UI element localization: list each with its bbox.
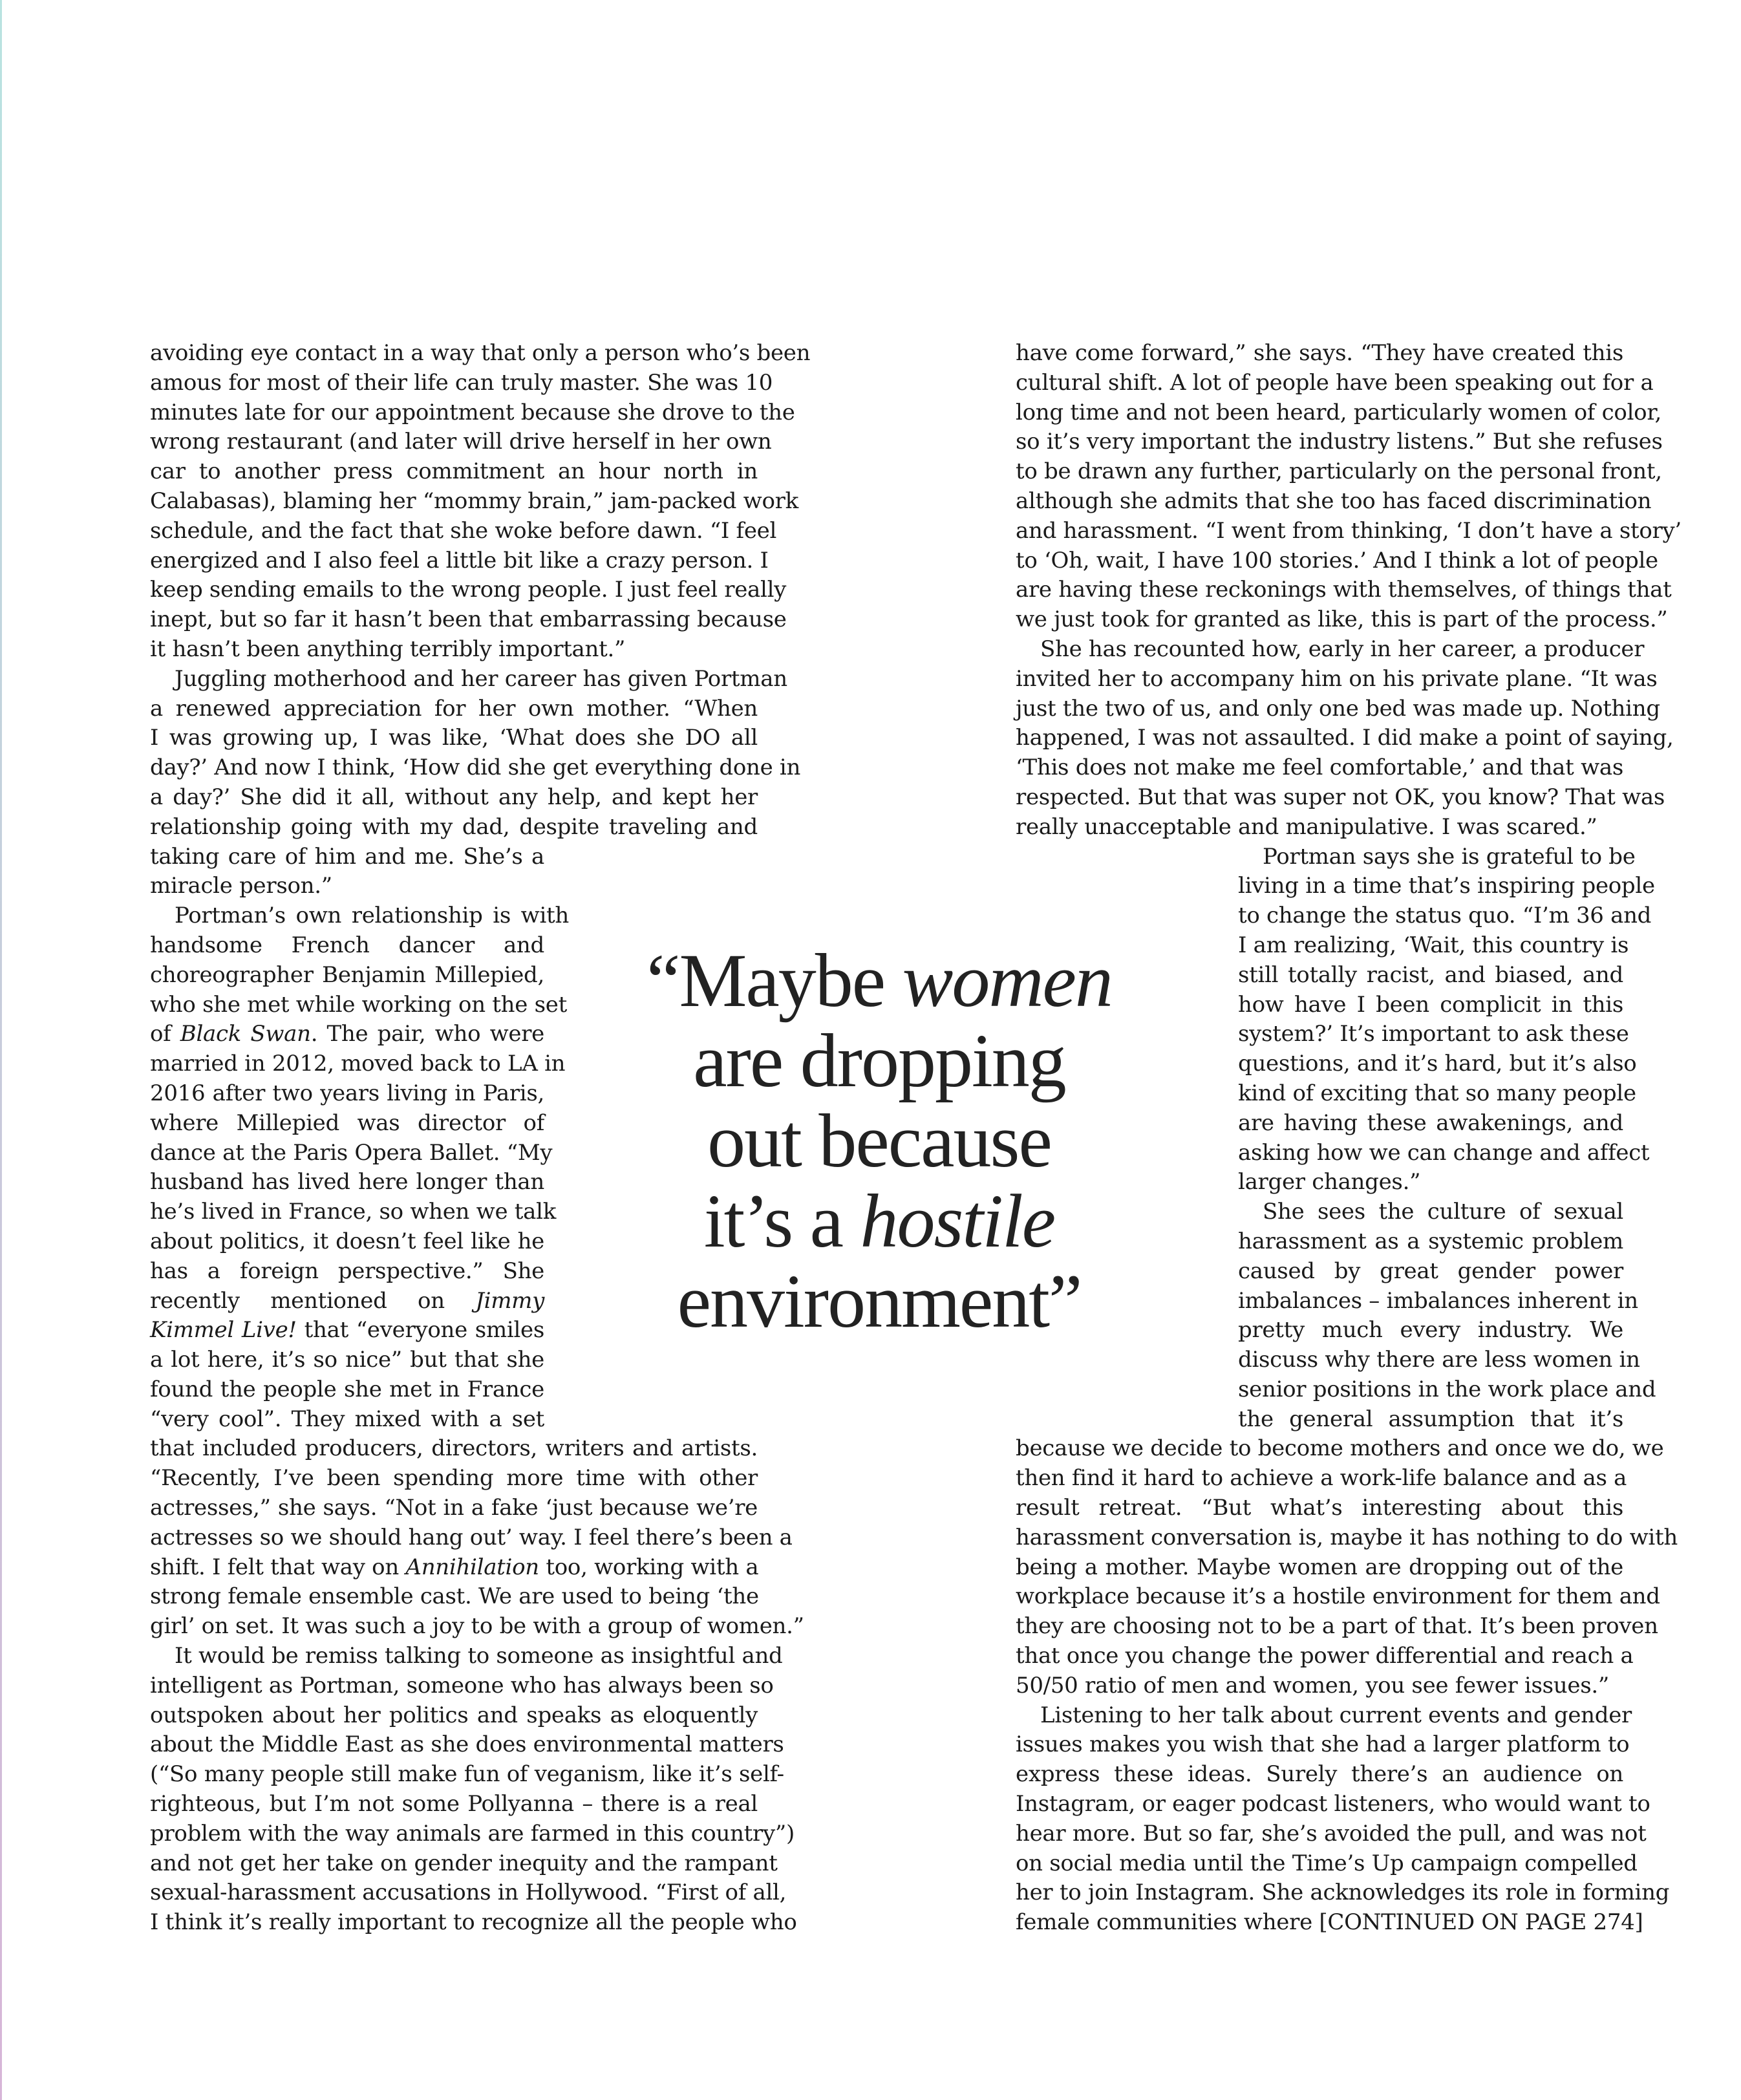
article-text-line: sexual-harassment accusations in Hollywood. “First of all,	[150, 1880, 787, 1906]
article-text-line: handsome French dancer and	[150, 932, 544, 958]
article-text-line: shift. I felt that way on Annihilation too, working with a	[150, 1554, 759, 1580]
article-text-line: married in 2012, moved back to LA in	[150, 1051, 566, 1077]
article-text-line: of Black Swan. The pair, who were	[150, 1021, 544, 1047]
article-text-line: then find it hard to achieve a work-life balance and as a	[1016, 1465, 1627, 1492]
pull-quote-line: out because	[707, 1098, 1051, 1183]
article-text-line: Portman’s own relationship is with	[175, 903, 569, 929]
article-text-line: I think it’s really important to recognize all the people who	[150, 1909, 797, 1936]
article-text-line: about the Middle East as she does environmental matters	[150, 1731, 784, 1758]
article-text-line: long time and not been heard, particularly women of color,	[1016, 399, 1662, 425]
article-text-line: are having these reckonings with themselves, of things that	[1016, 577, 1672, 603]
article-text-line: righteous, but I’m not some Pollyanna – there is a real	[150, 1791, 758, 1817]
pull-quote-line	[601, 1181, 1157, 1261]
article-text-line: inept, but so far it hasn’t been that embarrassing because	[150, 606, 787, 633]
article-text-line: really unacceptable and manipulative. I was scared.”	[1016, 813, 1597, 840]
article-text-line: who she met while working on the set	[150, 991, 567, 1018]
article-text-line: strong female ensemble cast. We are used to being ‘the	[150, 1583, 759, 1610]
article-text-line: just the two of us, and only one bed was made up. Nothing	[1016, 695, 1660, 722]
article-text-line: where Millepied was director of	[150, 1109, 544, 1136]
article-text-line: a day?’ She did it all, without any help, and kept her	[150, 784, 758, 810]
article-text-line: we just took for granted as like, this is part of the process.”	[1016, 606, 1668, 633]
italic-title: Jimmy	[475, 1287, 544, 1314]
article-text-line: the general assumption that it’s	[1238, 1406, 1623, 1432]
article-text-line: outspoken about her politics and speaks as eloquently	[150, 1702, 758, 1728]
article-text-line: “Recently, I’ve been spending more time with other	[150, 1465, 758, 1492]
article-text-line: pretty much every industry. We	[1238, 1317, 1623, 1344]
article-text-line: system?’ It’s important to ask these	[1238, 1021, 1629, 1047]
italic-title: Black Swan	[180, 1021, 311, 1047]
article-text-line: car to another press commitment an hour north in	[150, 458, 758, 485]
pull-quote-emphasis: women	[902, 938, 1112, 1023]
article-text-line: Listening to her talk about current events and gender	[1040, 1702, 1632, 1728]
article-text-line: day?’ And now I think, ‘How did she get everything done in	[150, 755, 801, 781]
article-text-line: relationship going with my dad, despite traveling and	[150, 813, 758, 840]
article-text-line: issues makes you wish that she had a larger platform to	[1016, 1731, 1630, 1758]
italic-title: Annihilation	[405, 1554, 539, 1580]
article-text-line: about politics, it doesn’t feel like he	[150, 1228, 544, 1254]
article-text-line: cultural shift. A lot of people have been speaking out for a	[1016, 369, 1654, 396]
article-text-line: because we decide to become mothers and once we do, we	[1016, 1435, 1664, 1462]
article-text-line: problem with the way animals are farmed in this country”)	[150, 1820, 795, 1847]
article-text-line: 50/50 ratio of men and women, you see fewer issues.”	[1016, 1672, 1609, 1698]
article-text-line: keep sending emails to the wrong people. I just feel really	[150, 577, 787, 603]
article-text-line: schedule, and the fact that she woke before dawn. “I feel	[150, 517, 777, 544]
article-text-line: express these ideas. Surely there’s an audience on	[1016, 1761, 1623, 1788]
pull-quote	[601, 938, 1157, 1344]
pull-quote-line: environment”	[677, 1259, 1082, 1344]
article-text-line: Kimmel Live! that “everyone smiles	[150, 1317, 544, 1344]
page-edge-decoration	[0, 0, 2, 2100]
article-text-line: I was growing up, I was like, ‘What does she DO all	[150, 725, 758, 751]
article-text-line: imbalances – imbalances inherent in	[1238, 1287, 1638, 1314]
article-text-line: caused by great gender power	[1238, 1258, 1623, 1284]
article-text-line: asking how we can change and affect	[1238, 1139, 1650, 1166]
article-text-line: actresses,” she says. “Not in a fake ‘just because we’re	[150, 1495, 758, 1521]
article-text-line: choreographer Benjamin Millepied,	[150, 961, 544, 988]
article-text-line: respected. But that was super not OK, you know? That was	[1016, 784, 1665, 810]
pull-quote-emphasis: hostile	[860, 1179, 1055, 1263]
article-text-line: I am realizing, ‘Wait, this country is	[1238, 932, 1629, 958]
article-text-line: that included producers, directors, writers and artists.	[150, 1435, 758, 1462]
article-text-line: invited her to accompany him on his private plane. “It was	[1016, 665, 1658, 692]
article-text-line: miracle person.”	[150, 873, 332, 899]
article-text-line: to be drawn any further, particularly on the personal front,	[1016, 458, 1662, 485]
article-text-line: to change the status quo. “I’m 36 and	[1238, 903, 1652, 929]
article-text-line: although she admits that she too has faced discrimination	[1016, 488, 1652, 514]
article-text-line: kind of exciting that so many people	[1238, 1080, 1636, 1106]
article-text-line: hear more. But so far, she’s avoided the pull, and was not	[1016, 1820, 1647, 1847]
article-text-line: female communities where [CONTINUED ON PAGE 274]	[1016, 1909, 1643, 1936]
pull-quote-line	[601, 938, 1157, 1023]
article-text-line: discuss why there are less women in	[1238, 1347, 1640, 1373]
article-text-line: (“So many people still make fun of veganism, like it’s self-	[150, 1761, 784, 1788]
article-text-line: result retreat. “But what’s interesting about this	[1016, 1495, 1623, 1521]
article-text-line: still totally racist, and biased, and	[1238, 961, 1623, 988]
article-text-line: Calabasas), blaming her “mommy brain,” jam-packed work	[150, 488, 798, 514]
article-text-line: dance at the Paris Opera Ballet. “My	[150, 1139, 553, 1166]
article-text-line: they are choosing not to be a part of that. It’s been proven	[1016, 1613, 1658, 1640]
article-text-line: avoiding eye contact in a way that only a person who’s been	[150, 340, 811, 366]
article-text-line: wrong restaurant (and later will drive herself in her own	[150, 429, 772, 455]
article-text-line: Juggling motherhood and her career has given Portman	[175, 665, 787, 692]
article-text-line: actresses so we should hang out’ way. I feel there’s been a	[150, 1524, 793, 1550]
article-text-line: She sees the culture of sexual	[1263, 1199, 1623, 1225]
article-text-line: harassment conversation is, maybe it has nothing to do with	[1016, 1524, 1678, 1550]
article-text-line: workplace because it’s a hostile environment for them and	[1016, 1583, 1660, 1610]
article-text-line: a renewed appreciation for her own mother. “When	[150, 695, 758, 722]
article-text-line: girl’ on set. It was such a joy to be with a group of women.”	[150, 1613, 804, 1640]
article-text-line: has a foreign perspective.” She	[150, 1258, 544, 1284]
article-text-line: It would be remiss talking to someone as insightful and	[175, 1643, 783, 1669]
pull-quote-line: are dropping	[693, 1018, 1065, 1103]
pull-quote-text: “Maybe	[646, 938, 903, 1023]
article-text-line: “very cool”. They mixed with a set	[150, 1406, 544, 1432]
article-text-line: recently mentioned on Jimmy	[150, 1287, 544, 1314]
article-text-line: that once you change the power differential and reach a	[1016, 1643, 1634, 1669]
article-text-line: being a mother. Maybe women are dropping out of the	[1016, 1554, 1623, 1580]
article-text-line: Portman says she is grateful to be	[1263, 843, 1636, 870]
pull-quote-text: it’s a	[703, 1179, 860, 1263]
article-text-line: happened, I was not assaulted. I did make a point of saying,	[1016, 725, 1674, 751]
article-text-line: Instagram, or eager podcast listeners, who would want to	[1016, 1791, 1650, 1817]
article-text-line: larger changes.”	[1238, 1169, 1421, 1195]
article-text-line: harassment as a systemic problem	[1238, 1228, 1623, 1254]
article-text-line: She has recounted how, early in her career, a producer	[1040, 636, 1645, 662]
article-text-line: husband has lived here longer than	[150, 1169, 544, 1195]
article-text-line: living in a time that’s inspiring people	[1238, 873, 1655, 899]
article-text-line: taking care of him and me. She’s a	[150, 843, 544, 870]
article-text-line: to ‘Oh, wait, I have 100 stories.’ And I think a lot of people	[1016, 547, 1658, 573]
article-text-line: a lot here, it’s so nice” but that she	[150, 1347, 544, 1373]
article-text-line: have come forward,” she says. “They have created this	[1016, 340, 1623, 366]
article-text-line: and harassment. “I went from thinking, ‘I don’t have a story’	[1016, 517, 1682, 544]
italic-title: Kimmel Live!	[150, 1317, 297, 1344]
article-text-line: questions, and it’s hard, but it’s also	[1238, 1051, 1637, 1077]
article-text-line: and not get her take on gender inequity and the rampant	[150, 1850, 778, 1876]
article-text-line: it hasn’t been anything terribly important.”	[150, 636, 626, 662]
article-text-line: how have I been complicit in this	[1238, 991, 1623, 1018]
article-text-line: intelligent as Portman, someone who has always been so	[150, 1672, 774, 1698]
article-text-line: he’s lived in France, so when we talk	[150, 1199, 556, 1225]
article-text-line: 2016 after two years living in Paris,	[150, 1080, 544, 1106]
article-text-line: amous for most of their life can truly master. She was 10	[150, 369, 773, 396]
article-text-line: ‘This does not make me feel comfortable,’ and that was	[1016, 755, 1623, 781]
article-text-line: minutes late for our appointment because she drove to the	[150, 399, 795, 425]
article-text-line: are having these awakenings, and	[1238, 1109, 1623, 1136]
article-text-line: so it’s very important the industry listens.” But she refuses	[1016, 429, 1663, 455]
article-text-line: energized and I also feel a little bit like a crazy person. I	[150, 547, 769, 573]
article-text-line: senior positions in the work place and	[1238, 1376, 1656, 1402]
article-text-line: her to join Instagram. She acknowledges its role in forming	[1016, 1880, 1670, 1906]
article-text-line: on social media until the Time’s Up campaign compelled	[1016, 1850, 1638, 1876]
article-text-line: found the people she met in France	[150, 1376, 544, 1402]
